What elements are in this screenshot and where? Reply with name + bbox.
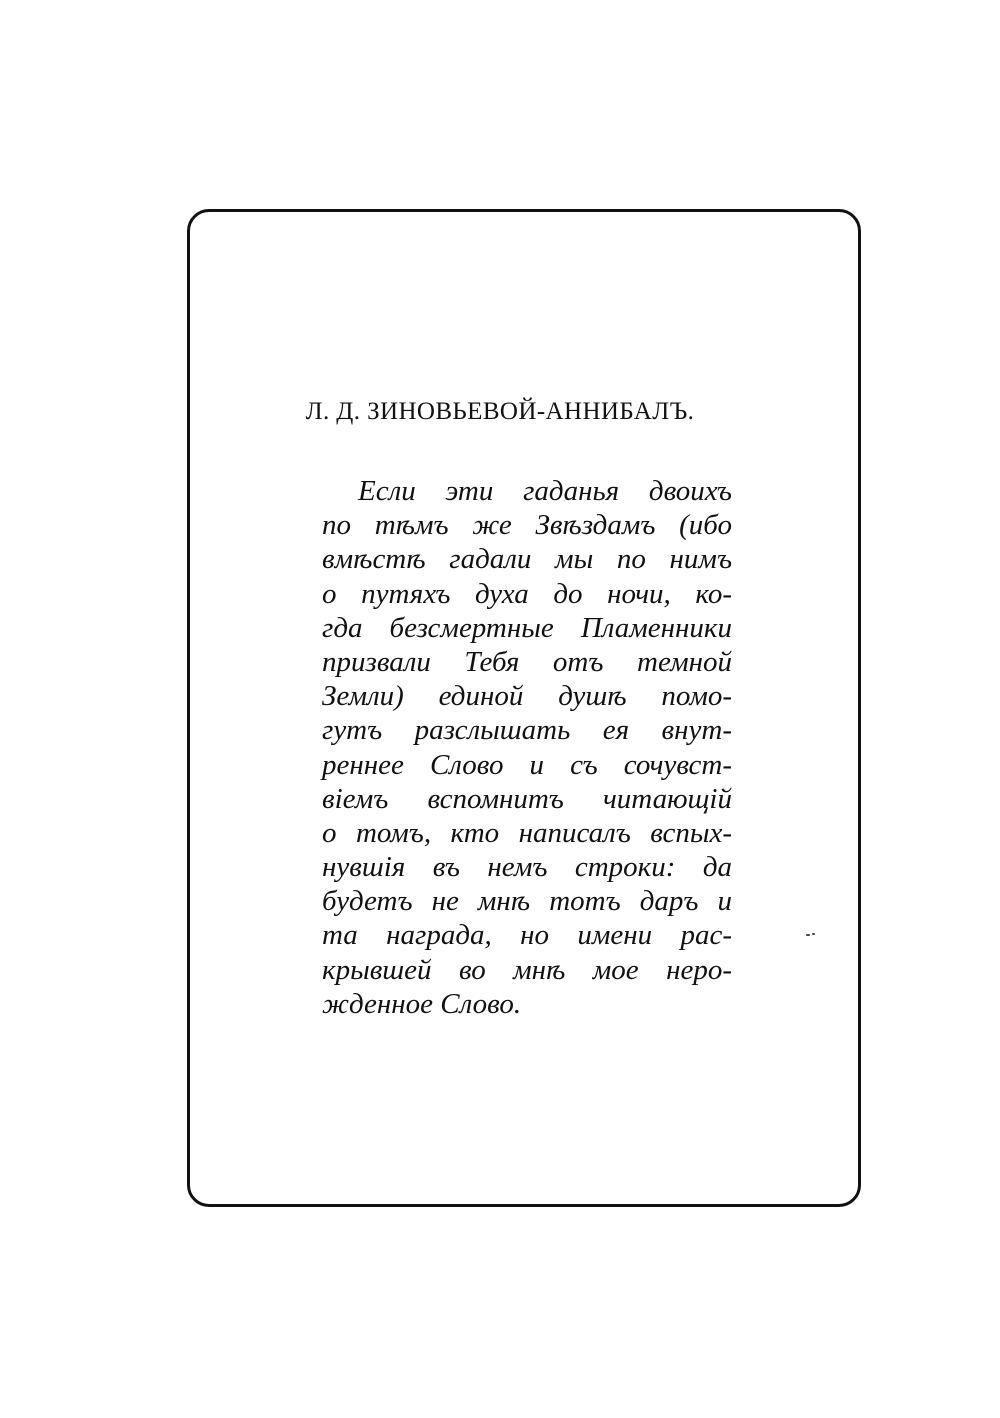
text-line: жденное Слово. bbox=[322, 987, 522, 1020]
text-line: о путяхъ духа до ночи, ко- bbox=[322, 577, 732, 610]
text-line: Земли) единой душѣ помо- bbox=[322, 680, 732, 713]
text-line: крывшей во мнѣ мое неро- bbox=[322, 953, 732, 986]
text-line: Если эти гаданья двоихъ bbox=[358, 475, 732, 507]
text-line: призвали Тебя отъ темной bbox=[322, 645, 732, 678]
scan-speck-mark bbox=[806, 933, 816, 936]
text-line: нувшія въ немъ строки: да bbox=[322, 851, 732, 884]
dedication-text bbox=[322, 474, 732, 1021]
text-line: будетъ не мнѣ тотъ даръ и bbox=[322, 885, 732, 918]
text-line: вмѣстѣ гадали мы по нимъ bbox=[322, 543, 732, 576]
text-line: гутъ разслышать ея внут- bbox=[322, 714, 732, 747]
text-line: гда безсмертные Пламенники bbox=[322, 611, 732, 644]
text-line: та награда, но имени рас- bbox=[322, 919, 732, 952]
text-line: по тѣмъ же Звѣздамъ (ибо bbox=[322, 509, 732, 542]
text-line: реннее Слово и съ сочувст- bbox=[322, 748, 732, 781]
text-line: о томъ, кто написалъ вспых- bbox=[322, 816, 732, 849]
text-line: віемъ вспомнитъ читающій bbox=[322, 782, 732, 815]
dedication-title: Л. Д. ЗИНОВЬЕВОЙ-АННИБАЛЪ. bbox=[305, 398, 695, 425]
